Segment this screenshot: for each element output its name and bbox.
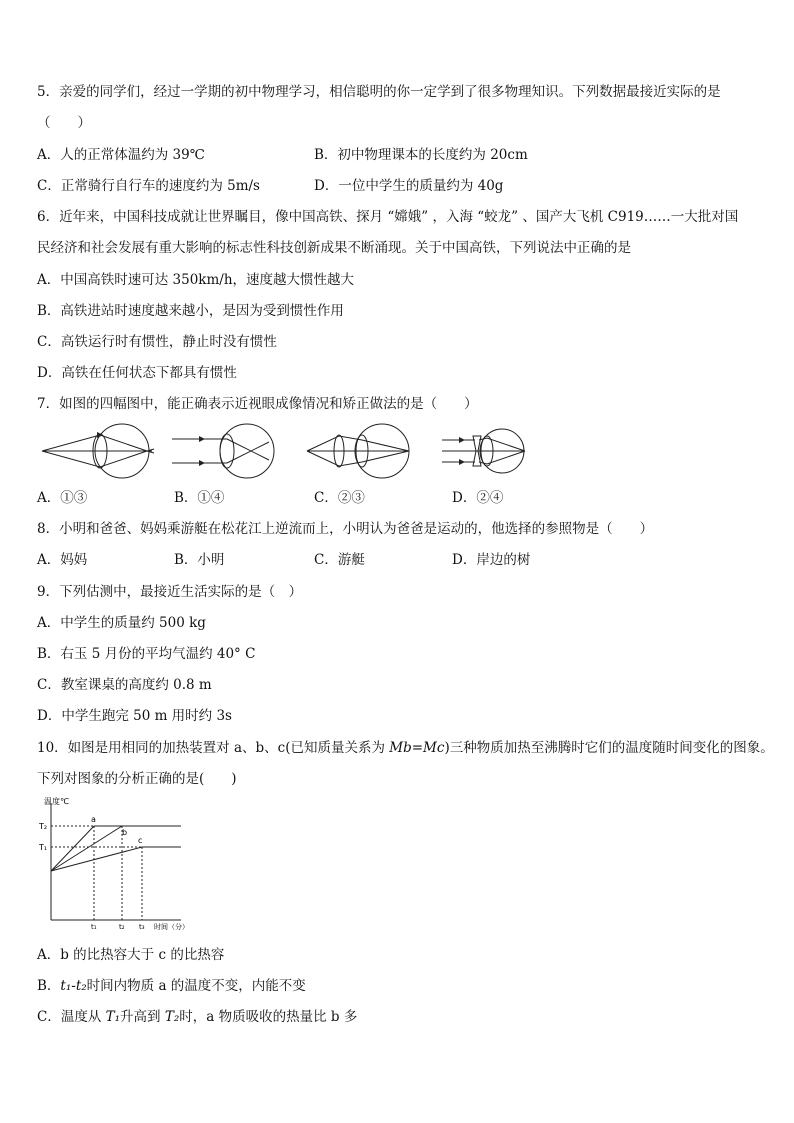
q7-option-b: B．①④	[174, 490, 225, 506]
q10-stem-line1	[37, 739, 774, 757]
q10-stem-line2: 下列对图象的分析正确的是( )	[37, 771, 237, 787]
q6-stem-line2: 民经济和社会发展有重大影响的标志性科技创新成果不断涌现。关于中国高铁，下列说法中正确的是	[37, 240, 631, 256]
q6-option-d: D．高铁在任何状态下都具有惯性	[37, 365, 237, 381]
label-time-t1: t₁	[91, 923, 97, 931]
mass-relation: Mb=Mc	[389, 740, 445, 756]
line-a	[51, 826, 94, 871]
q10-option-c-part1: C．温度从	[37, 1009, 106, 1025]
q5-option-d: D．一位中学生的质量约为 40g	[314, 178, 504, 194]
graph-ylabel: 温度℃	[44, 797, 69, 806]
q5-option-b: B．初中物理课本的长度约为 20cm	[314, 147, 528, 163]
q7-option-a: A．①③	[37, 490, 88, 506]
eye-diagram-3	[307, 424, 409, 478]
q6-option-b: B．高铁进站时速度越来越小，是因为受到惯性作用	[37, 303, 344, 319]
label-b: b	[122, 828, 128, 837]
graph-xlabel: 时间（分）	[154, 923, 189, 931]
eye-diagrams	[37, 420, 527, 482]
q5-stem: 5．亲爱的同学们，经过一学期的初中物理学习，相信聪明的你一定学到了很多物理知识。下列数据最接近实际的是	[37, 84, 721, 100]
eye-diagram-2	[172, 424, 274, 478]
q5-option-c: C．正常骑行自行车的速度约为 5m/s	[37, 178, 260, 194]
q8-option-a: A．妈妈	[37, 552, 88, 568]
q8-option-b: B．小明	[174, 552, 225, 568]
q9-stem: 9．下列估测中，最接近生活实际的是（ ）	[37, 584, 303, 600]
line-b	[51, 826, 122, 871]
q8-option-d: D．岸边的树	[452, 552, 531, 568]
q10-option-b-interval: t₁-t₂	[60, 978, 87, 994]
q10-option-a: A．b 的比热容大于 c 的比热容	[37, 947, 225, 963]
q7-stem: 7．如图的四幅图中，能正确表示近视眼成像情况和矫正做法的是（ ）	[37, 396, 478, 412]
q10-option-c-t2: T₂	[164, 1009, 180, 1025]
q10-option-c	[37, 1008, 357, 1026]
q9-option-b: B．右玉 5 月份的平均气温约 40° C	[37, 646, 256, 662]
q10-option-c-t1: T₁	[105, 1009, 121, 1025]
q8-option-c: C．游艇	[314, 552, 365, 568]
q5-blank: （ ）	[37, 115, 91, 131]
eye-diagram-4	[442, 429, 525, 473]
q6-stem-line1: 6．近年来，中国科技成就让世界瞩目，像中国高铁、探月 “嫦娥” ，入海 “蛟龙” 、国产大飞机 C919……一大批对国	[37, 209, 739, 225]
q9-option-d: D．中学生跑完 50 m 用时约 3s	[37, 708, 232, 724]
q8-stem: 8．小明和爸爸、妈妈乘游艇在松花江上逆流而上，小明认为爸爸是运动的，他选择的参照物是（ ）	[37, 521, 654, 537]
label-t2: T₂	[39, 822, 48, 831]
q9-option-a: A．中学生的质量约 500 kg	[37, 615, 206, 631]
q10-option-b-text: 时间内物质 a 的温度不变，内能不变	[86, 978, 306, 994]
q10-stem-part1: 10．如图是用相同的加热装置对 a、b、c(已知质量关系为	[37, 740, 390, 756]
q7-option-c: C．②③	[314, 490, 365, 506]
label-a: a	[91, 815, 96, 824]
q10-option-c-part3: 时，a 物质吸收的热量比 b 多	[179, 1009, 358, 1025]
q6-option-c: C．高铁运行时有惯性，静止时没有惯性	[37, 334, 277, 350]
q10-stem-part2: )三种物质加热至沸腾时它们的温度随时间变化的图象。	[444, 740, 774, 756]
label-time-t2: t₂	[119, 923, 125, 931]
label-t1: T₁	[39, 843, 48, 852]
line-c	[51, 847, 142, 871]
q6-option-a: A．中国高铁时速可达 350km/h，速度越大惯性越大	[37, 272, 355, 288]
eye-diagram-1	[42, 424, 154, 478]
q7-option-d: D．②④	[452, 490, 504, 506]
q10-option-c-part2: 升高到	[120, 1009, 165, 1025]
q10-option-b	[37, 977, 306, 995]
temperature-time-graph	[36, 795, 206, 935]
q10-option-b-prefix: B．	[37, 978, 61, 994]
label-time-t3: t₃	[139, 923, 145, 931]
q9-option-c: C．教室课桌的高度约 0.8 m	[37, 677, 212, 693]
label-c: c	[138, 836, 143, 845]
q5-option-a: A．人的正常体温约为 39℃	[37, 147, 205, 163]
